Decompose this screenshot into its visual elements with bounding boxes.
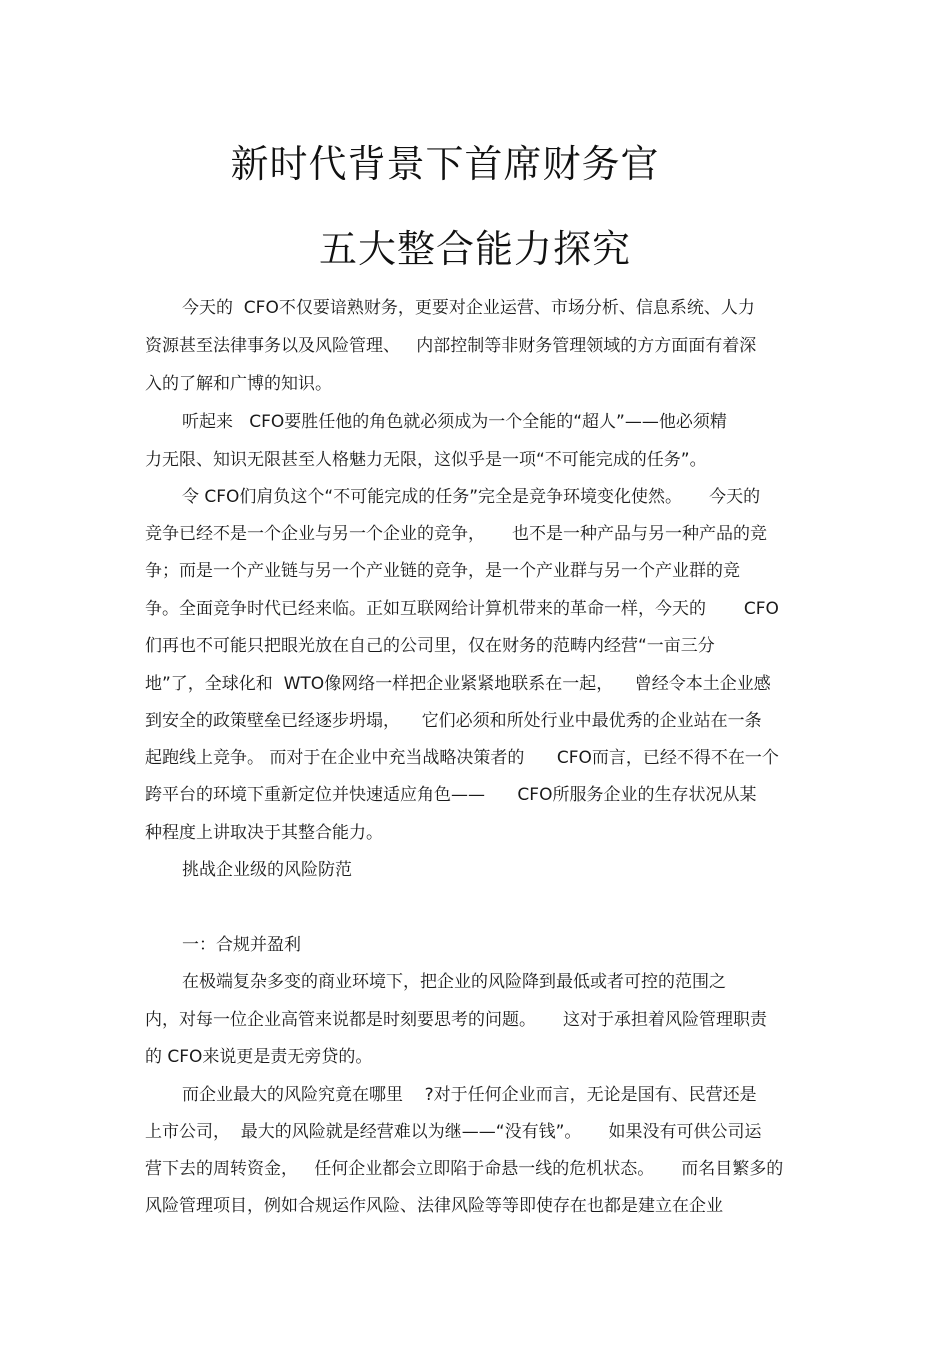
body-line: 力无限、知识无限甚至人格魅力无限，这似乎是一项“不可能完成的任务”。 bbox=[145, 450, 707, 470]
body-line: 种程度上讲取决于其整合能力。 bbox=[145, 823, 383, 843]
body-line: 们再也不可能只把眼光放在自己的公司里，仅在财务的范畴内经营“一亩三分 bbox=[145, 636, 715, 656]
body-line: 营下去的周转资金， 任何企业都会立即陷于命悬一线的危机状态。 而名目繁多的 bbox=[145, 1159, 784, 1179]
body-line: 地”了，全球化和 WTO像网络一样把企业紧紧地联系在一起， 曾经令本土企业感 bbox=[145, 674, 771, 694]
body-line: 入的了解和广博的知识。 bbox=[145, 374, 332, 394]
body-line: 内，对每一位企业高管来说都是时刻要思考的问题。 这对于承担着风险管理职责 bbox=[145, 1010, 768, 1030]
body-line: 跨平台的环境下重新定位并快速适应角色—— CFO所服务企业的生存状况从某 bbox=[145, 785, 757, 805]
subsection-heading: 一：合规并盈利 bbox=[182, 935, 301, 955]
body-line: 竞争已经不是一个企业与另一个企业的竞争， 也不是一种产品与另一种产品的竞 bbox=[145, 524, 768, 544]
body-line: 上市公司， 最大的风险就是经营难以为继——“没有钱”。 如果没有可供公司运 bbox=[145, 1122, 762, 1142]
body-line: 争；而是一个产业链与另一个产业链的竞争，是一个产业群与另一个产业群的竞 bbox=[145, 561, 740, 581]
body-line: 的 CFO来说更是责无旁贷的。 bbox=[145, 1047, 373, 1067]
body-line: 风险管理项目，例如合规运作风险、法律风险等等即使存在也都是建立在企业 bbox=[145, 1196, 723, 1216]
body-line: 听起来 CFO要胜任他的角色就必须成为一个全能的“超人”——他必须精 bbox=[182, 412, 727, 432]
document-title-line-2: 五大整合能力探究 bbox=[318, 227, 631, 271]
body-line: 今天的 CFO不仅要谙熟财务，更要对企业运营、市场分析、信息系统、人力 bbox=[182, 298, 755, 318]
body-line: 资源甚至法律事务以及风险管理、 内部控制等非财务管理领域的方方面面有着深 bbox=[145, 336, 757, 356]
body-line: 到安全的政策壁垒已经逐步坍塌， 它们必须和所处行业中最优秀的企业站在一条 bbox=[145, 711, 762, 731]
body-line: 在极端复杂多变的商业环境下，把企业的风险降到最低或者可控的范围之 bbox=[182, 972, 726, 992]
body-line: 令 CFO们肩负这个“不可能完成的任务”完全是竞争环境变化使然。 今天的 bbox=[182, 487, 761, 507]
body-line: 而企业最大的风险究竟在哪里 ?对于任何企业而言，无论是国有、民营还是 bbox=[182, 1085, 757, 1105]
document-title-line-1: 新时代背景下首席财务官 bbox=[230, 142, 660, 186]
body-line: 争。全面竞争时代已经来临。正如互联网给计算机带来的革命一样，今天的 CFO bbox=[145, 599, 779, 619]
section-heading: 挑战企业级的风险防范 bbox=[182, 860, 352, 880]
body-line: 起跑线上竞争。 而对于在企业中充当战略决策者的 CFO而言，已经不得不在一个 bbox=[145, 748, 779, 768]
